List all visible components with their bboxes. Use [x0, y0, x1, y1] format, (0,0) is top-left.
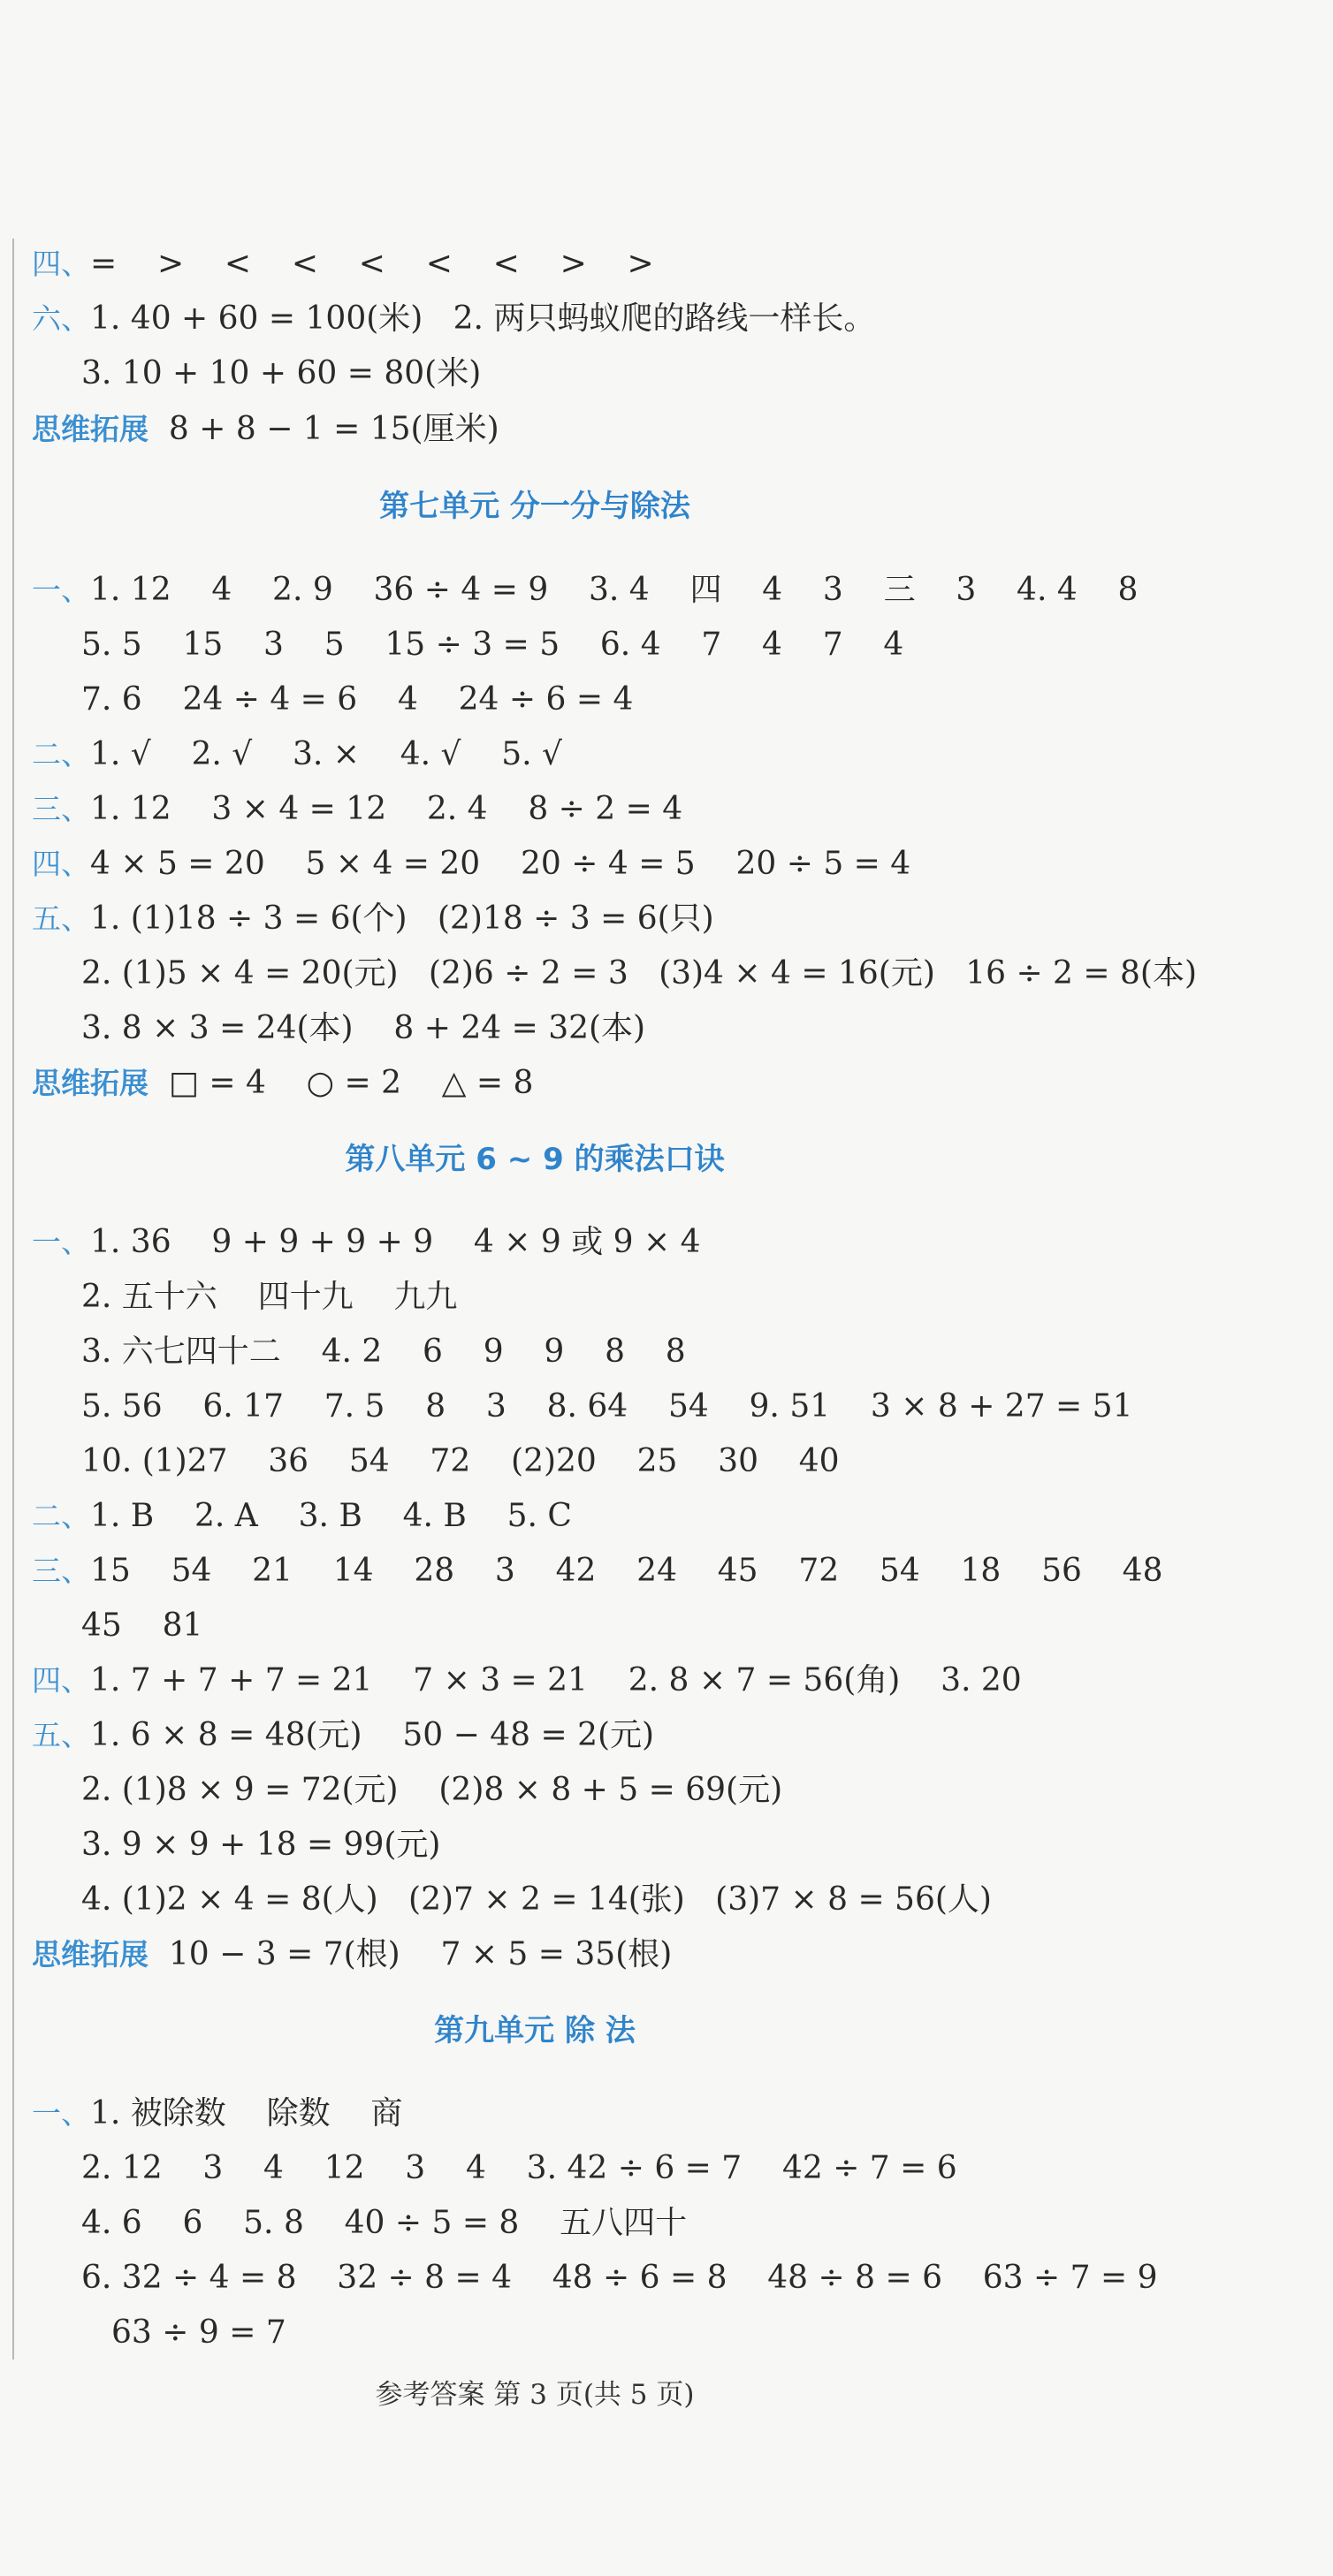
question-number: 四、 [32, 847, 90, 881]
answer-line [81, 2141, 957, 2196]
answer-text: 2. (1)5 × 4 = 20(元) (2)6 ÷ 2 = 3 (3)4 × 4 = 16(元) 16 ÷ 2 = 8(本) [81, 955, 1198, 992]
page-footer: 参考答案 第 3 页(共 5 页) [375, 2379, 695, 2411]
answer-line [81, 2251, 1157, 2306]
answer-line [81, 1599, 202, 1653]
answer-line [32, 237, 654, 292]
answer-line [32, 402, 499, 457]
question-number: 二、 [32, 1499, 90, 1533]
answer-line [32, 1489, 572, 1544]
question-number: 六、 [32, 301, 90, 336]
answer-text: 1. 7 + 7 + 7 = 21 7 × 3 = 21 2. 8 × 7 = 56(角) 3. 20 [90, 1662, 1022, 1698]
answer-line [81, 1763, 782, 1818]
answer-line [32, 1708, 654, 1763]
answer-text: 1. 被除数 除数 商 [90, 2095, 403, 2131]
answer-text: 3. 六七四十二 4. 2 6 9 9 8 8 [81, 1334, 686, 1370]
answer-text: 8 + 8 − 1 = 15(厘米) [149, 411, 499, 447]
answer-line [81, 672, 633, 727]
question-number: 五、 [32, 1718, 90, 1752]
answer-line [81, 618, 903, 672]
question-number: 二、 [32, 737, 90, 771]
answer-text: 1. √ 2. √ 3. × 4. √ 5. √ [90, 736, 562, 772]
answer-line [81, 346, 481, 401]
thinking-extension-label: 思维拓展 [32, 412, 149, 446]
answer-text: 63 ÷ 9 = 7 [111, 2314, 286, 2351]
answer-text: 6. 32 ÷ 4 = 8 32 ÷ 8 = 4 48 ÷ 6 = 8 48 ÷ 8 = 6 63 ÷ 7 = 9 [81, 2260, 1158, 2296]
answer-text: = > < < < < < > > [90, 246, 654, 282]
question-number: 四、 [32, 247, 90, 281]
answer-line [111, 2306, 286, 2360]
answer-line [32, 2086, 402, 2141]
answer-text: 1. 12 4 2. 9 36 ÷ 4 = 9 3. 4 四 4 3 三 3 4. 4 8 [90, 572, 1139, 608]
answer-text: 10 − 3 = 7(根) 7 × 5 = 35(根) [149, 1936, 673, 1972]
question-number: 三、 [32, 1554, 90, 1588]
answer-text: 4. 6 6 5. 8 40 ÷ 5 = 8 五八四十 [81, 2205, 688, 2241]
answer-line [32, 892, 714, 946]
answer-line [81, 2196, 687, 2251]
answer-line [32, 837, 910, 892]
answer-text: 1. 6 × 8 = 48(元) 50 − 48 = 2(元) [90, 1717, 655, 1753]
answer-text: 3. 8 × 3 = 24(本) 8 + 24 = 32(本) [81, 1010, 646, 1046]
answer-line [32, 782, 682, 837]
answer-line [81, 1001, 645, 1056]
answer-line [32, 1544, 1162, 1599]
answer-text: 2. 五十六 四十九 九九 [81, 1279, 458, 1315]
answer-text: 1. 12 3 × 4 = 12 2. 4 8 ÷ 2 = 4 [90, 791, 683, 827]
answer-text: 1. B 2. A 3. B 4. B 5. C [90, 1498, 572, 1534]
unit-heading: 第九单元 除 法 [434, 2013, 636, 2048]
answer-line [32, 1927, 672, 1982]
answer-line [81, 946, 1197, 1001]
answer-line [32, 1056, 533, 1111]
question-number: 五、 [32, 901, 90, 936]
answer-text: 4. (1)2 × 4 = 8(人) (2)7 × 2 = 14(张) (3)7 × 8 = 56(人) [81, 1881, 992, 1918]
answer-text: 2. (1)8 × 9 = 72(元) (2)8 × 8 + 5 = 69(元) [81, 1772, 783, 1808]
answer-line [32, 563, 1138, 618]
question-number: 三、 [32, 792, 90, 826]
answer-line [81, 1818, 440, 1873]
answer-text: 1. 40 + 60 = 100(米) 2. 两只蚂蚁爬的路线一样长。 [90, 300, 876, 337]
answer-text: 4 × 5 = 20 5 × 4 = 20 20 ÷ 4 = 5 20 ÷ 5 = 4 [90, 846, 911, 882]
answer-text: 1. (1)18 ÷ 3 = 6(个) (2)18 ÷ 3 = 6(只) [90, 900, 714, 937]
answer-text: 5. 56 6. 17 7. 5 8 3 8. 64 54 9. 51 3 × 8 + 27 = 51 [81, 1388, 1133, 1425]
answer-line [81, 1873, 992, 1927]
question-number: 一、 [32, 573, 90, 607]
answer-text: 3. 9 × 9 + 18 = 99(元) [81, 1827, 441, 1863]
answer-line [81, 1325, 686, 1379]
question-number: 四、 [32, 1663, 90, 1698]
unit-heading: 第七单元 分一分与除法 [379, 489, 690, 524]
unit-heading: 第八单元 6 ~ 9 的乘法口诀 [345, 1142, 725, 1177]
answer-line [32, 727, 562, 782]
answer-text: 3. 10 + 10 + 60 = 80(米) [81, 355, 482, 391]
answer-text: 15 54 21 14 28 3 42 24 45 72 54 18 56 48 [90, 1553, 1163, 1589]
thinking-extension-label: 思维拓展 [32, 1066, 149, 1100]
answer-line [81, 1434, 840, 1489]
answer-line [32, 1653, 1022, 1708]
answer-line [81, 1270, 457, 1325]
thinking-extension-label: 思维拓展 [32, 1937, 149, 1972]
answer-line [32, 1215, 701, 1270]
answer-text: 45 81 [81, 1607, 203, 1644]
answer-text: 1. 36 9 + 9 + 9 + 9 4 × 9 或 9 × 4 [90, 1224, 701, 1260]
answer-line [32, 292, 875, 346]
answer-text: 2. 12 3 4 12 3 4 3. 42 ÷ 6 = 7 42 ÷ 7 = 6 [81, 2150, 957, 2186]
answer-text: □ = 4 ○ = 2 △ = 8 [149, 1065, 534, 1101]
question-number: 一、 [32, 2096, 90, 2131]
answer-text: 7. 6 24 ÷ 4 = 6 4 24 ÷ 6 = 4 [81, 681, 634, 718]
answer-line [81, 1379, 1132, 1434]
answer-text: 5. 5 15 3 5 15 ÷ 3 = 5 6. 4 7 4 7 4 [81, 627, 904, 663]
question-number: 一、 [32, 1225, 90, 1259]
answer-text: 10. (1)27 36 54 72 (2)20 25 30 40 [81, 1443, 840, 1479]
